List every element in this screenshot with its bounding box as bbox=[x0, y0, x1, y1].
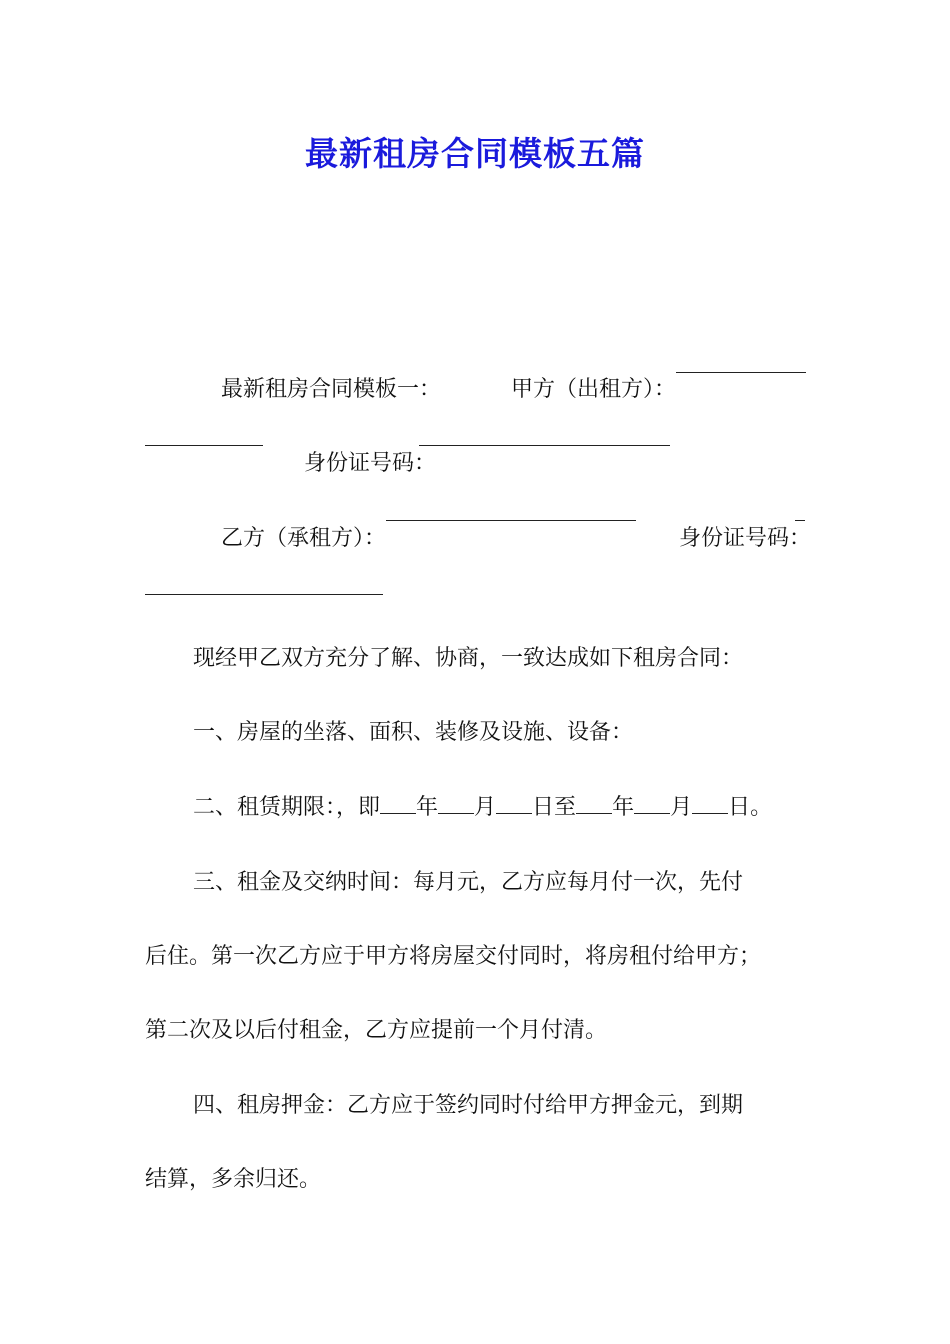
party-b-line bbox=[193, 494, 386, 584]
end-day-blank bbox=[692, 793, 728, 814]
start-month-blank bbox=[438, 793, 474, 814]
party-a-label: 甲方（出租方）： bbox=[510, 377, 676, 402]
party-a-id-blank bbox=[419, 425, 670, 446]
party-a-name-blank-continued bbox=[145, 425, 263, 446]
party-b-id-line bbox=[651, 494, 811, 584]
end-month-label: 月 bbox=[670, 795, 693, 820]
end-month-blank bbox=[634, 793, 670, 814]
party-a-line bbox=[483, 345, 676, 435]
clause-2 bbox=[193, 793, 772, 823]
party-a-name-blank bbox=[676, 352, 806, 373]
start-year-label: 年 bbox=[416, 795, 439, 820]
party-b-id-blank-continued bbox=[145, 574, 383, 595]
end-day-label: 日。 bbox=[728, 795, 773, 820]
clause-4-line-2: 结算，多余归还。 bbox=[145, 1167, 322, 1192]
party-b-id-blank bbox=[795, 500, 805, 521]
document-title: 最新租房合同模板五篇 bbox=[305, 134, 645, 173]
start-day-label: 日至 bbox=[532, 795, 577, 820]
party-b-name-blank bbox=[386, 500, 636, 521]
party-a-id-label: 身份证号码： bbox=[303, 451, 436, 476]
clause-3-line-1: 三、租金及交纳时间：每月元，乙方应每月付一次，先付 bbox=[193, 870, 744, 895]
clause-2-text: 二、租赁期限：，即 bbox=[193, 795, 381, 820]
party-b-label: 乙方（承租方）： bbox=[220, 526, 386, 551]
clause-3-line-2: 后住。第一次乙方应于甲方将房屋交付同时，将房租付给甲方； bbox=[145, 944, 762, 969]
end-year-label: 年 bbox=[612, 795, 635, 820]
end-year-blank bbox=[576, 793, 612, 814]
agreement-intro: 现经甲乙双方充分了解、协商，一致达成如下租房合同： bbox=[193, 646, 744, 671]
clause-4-line-1: 四、租房押金：乙方应于签约同时付给甲方押金元，到期 bbox=[193, 1093, 744, 1118]
start-day-blank bbox=[496, 793, 532, 814]
contract-section-label: 最新租房合同模板一： bbox=[220, 377, 441, 402]
start-year-blank bbox=[380, 793, 416, 814]
clause-1: 一、房屋的坐落、面积、装修及设施、设备： bbox=[193, 720, 634, 745]
clause-3-line-3: 第二次及以后付租金，乙方应提前一个月付清。 bbox=[145, 1018, 608, 1043]
party-b-id-label: 身份证号码： bbox=[678, 526, 811, 551]
start-month-label: 月 bbox=[474, 795, 497, 820]
